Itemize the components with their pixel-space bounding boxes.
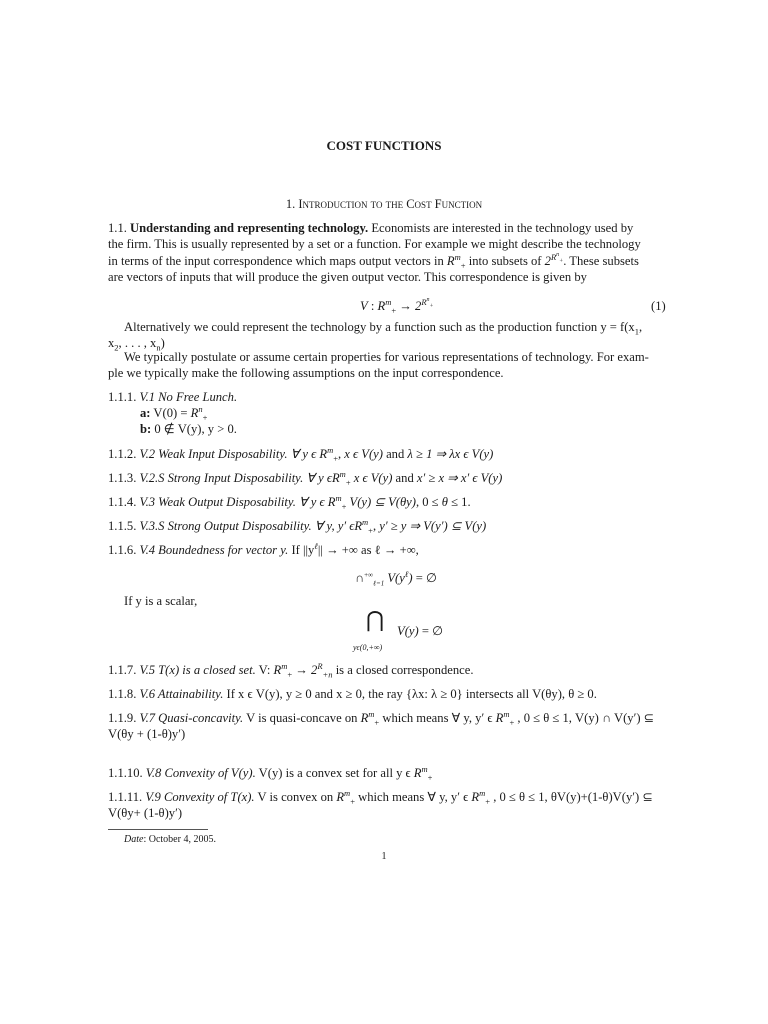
paragraph-line: Alternatively we could represent the technology by a function such as the production function $y = f(x_1$,	[124, 320, 643, 337]
equation-number: (1)	[651, 299, 666, 313]
paragraph-line: If y is a scalar,	[124, 594, 198, 608]
item-1-1-5: 1.1.5. V.3.S Strong Output Disposability. ∀ y, y′ $\epsilon R^m_+$, y′ ≥ y ⇒ V(y′) ⊆ V(y)	[108, 516, 487, 536]
footnote: Date: October 4, 2005.	[124, 834, 216, 845]
paragraph-line: $x_2$, . . . , $x_n$)	[108, 336, 165, 353]
item-1-1-8: 1.1.8. V.6 Attainability. If x ϵ V(y), y ≥ 0 and x ≥ 0, the ray {λx: λ ≥ 0} intersects all V(θy), θ ≥ 0.	[108, 687, 597, 701]
item-1-1-4: 1.1.4. V.3 Weak Output Disposability. ∀ y ϵ $R^m_+$ V(y) ⊆ V(θy), 0 ≤ θ ≤ 1.	[108, 492, 471, 512]
item-1-1-6: 1.1.6. V.4 Boundedness for vector y. If $||y^\ell||$ → +∞ as ℓ → +∞,	[108, 540, 419, 557]
paragraph-line: are vectors of inputs that will produce the given output vector. This correspondence is given by	[108, 270, 587, 284]
paragraph-line: the firm. This is usually represented by a set or a function. For example we might describe the technology	[108, 237, 641, 251]
item-1-1-11: 1.1.11. V.9 Convexity of T(x). V is convex on $R^m_+$ which means ∀ y, y′ ϵ $R^m_+$ , 0 ≤ θ ≤ 1, θV(y)+(1-θ)V(y′) ⊆	[108, 787, 653, 807]
item-1-1-7: 1.1.7. V.5 T(x) is a closed set. V: $R^m_+ \to 2^R_{+n}$ is a closed correspondence.	[108, 660, 474, 680]
equation-bounded-scalar: ⋂	[366, 607, 385, 632]
item-1-1-3: 1.1.3. V.2.S Strong Input Disposability. ∀ y $\epsilon R^m_+$ x ϵ V(y) and x′ ≥ x ⇒ x′ ϵ V(y)	[108, 468, 503, 488]
paper-title: COST FUNCTIONS	[326, 138, 442, 153]
item-1-1-9: 1.1.9. V.7 Quasi-concavity. V is quasi-concave on $R^m_+$ which means ∀ y, y′ ϵ $R^m_+$ , 0 ≤ θ ≤ 1, V(y) ∩ V(y′) ⊆	[108, 708, 655, 728]
paragraph-line: We typically postulate or assume certain properties for various representations of technology. For exam-	[124, 350, 649, 364]
subsection-1-1-line1: 1.1. Understanding and representing technology. Economists are interested in the technology used by	[108, 221, 634, 235]
equation-bounded-vector: $\cap^{+\infty}_{\ell=1}$ $V(y^\ell)$ = ∅	[355, 568, 437, 588]
item-1-1-10: 1.1.10. V.8 Convexity of V(y). V(y) is a convex set for all y ϵ $R^m_+$	[108, 763, 433, 783]
item-1-1-1-a: a: $V(0) = R^n_+$	[140, 403, 208, 423]
item-1-1-2: 1.1.2. V.2 Weak Input Disposability. ∀ y ϵ $R^m_+$, x ϵ V(y) and λ ≥ 1 ⇒ λx ϵ V(y)	[108, 444, 494, 464]
subsection-heading: Understanding and representing technology.	[130, 221, 369, 235]
equation-bounded-scalar-rhs: V(y) = ∅	[397, 624, 444, 638]
paragraph-line: ple we typically make the following assumptions on the input correspondence.	[108, 366, 504, 380]
item-1-1-9-line2: V(θy + (1-θ)y′)	[108, 727, 186, 741]
equation-limit: yϵ(0,+∞)	[353, 643, 383, 652]
item-1-1-1-b: b: 0 ∉ V(y), y > 0.	[140, 422, 237, 436]
equation-1: V : $R^m_+ \to 2^{R^n_+}$	[360, 296, 434, 316]
footnote-rule	[108, 829, 208, 830]
page-number: 1	[381, 851, 387, 862]
item-1-1-1: 1.1.1. V.1 No Free Lunch.	[108, 390, 238, 404]
paragraph-line: in terms of the input correspondence which maps output vectors in $R^m_+$ into subsets of $2^{R^n_+}$. These subsets	[108, 251, 639, 271]
item-1-1-11-line2: V(θy+ (1-θ)y′)	[108, 806, 183, 820]
section-heading: 1. Introduction to the Cost Function	[285, 197, 483, 211]
